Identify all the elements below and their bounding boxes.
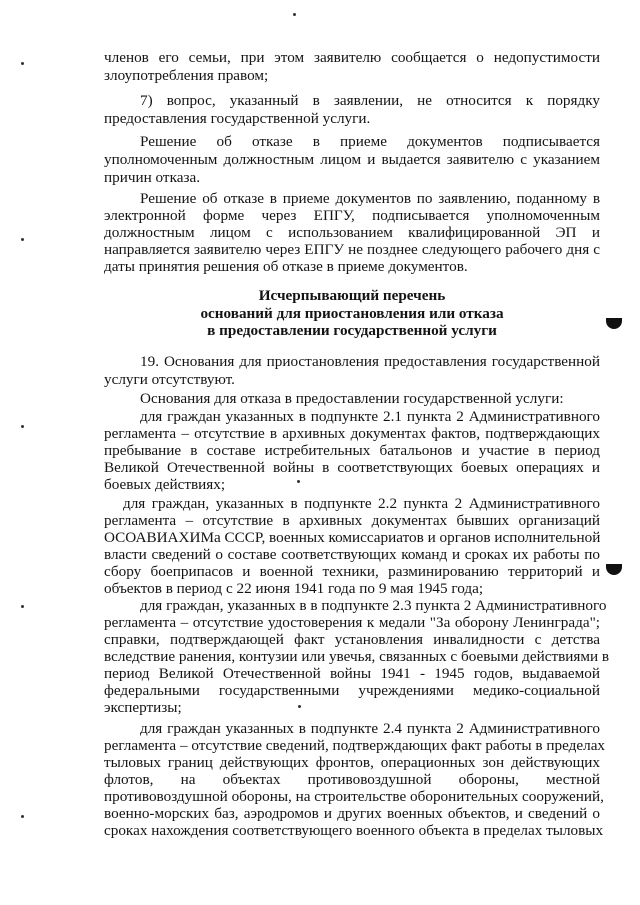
text-line: тыловых границ действующих фронтов, операционных зон действующих — [104, 754, 600, 771]
scan-speck — [21, 62, 24, 65]
text-line: 7) вопрос, указанный в заявлении, не относится к порядку — [140, 92, 600, 109]
text-line: услуги отсутствуют. — [104, 371, 235, 388]
text-line: регламента – отсутствие в архивных документах бывших организаций — [104, 512, 600, 529]
text-line: членов его семьи, при этом заявителю сообщается о недопустимости — [104, 49, 600, 66]
text-line: сбору боеприпасов и военной техники, разминированию территорий и — [104, 563, 600, 580]
text-line: Решение об отказе в приеме документов по заявлению, поданному в — [140, 190, 600, 207]
scan-speck — [21, 605, 24, 608]
section-heading-line: в предоставлении государственной услуги — [207, 322, 497, 339]
text-line: противовоздушной обороны, на строительстве оборонительных сооружений, — [104, 788, 604, 805]
text-line: должностным лицом с использованием квалифицированной ЭП и — [104, 224, 600, 241]
text-line: справки, подтверждающей факт установления инвалидности с детства — [104, 631, 600, 648]
text-line: боевых действиях; — [104, 476, 226, 493]
text-line: военно-морских баз, аэродромов и других военных объектов, и сведений о — [104, 805, 600, 822]
text-line: пребывание в составе истребительных батальонов и участие в период — [104, 442, 600, 459]
scan-speck — [298, 705, 301, 708]
text-line: регламента – отсутствие в архивных документах фактов, подтверждающих — [104, 425, 600, 442]
text-line: сроках нахождения соответствующего военного объекта в пределах тыловых — [104, 822, 604, 839]
text-line: для граждан указанных в подпункте 2.4 пункта 2 Административного — [140, 720, 600, 737]
text-line: направляется заявителю через ЕПГУ не позднее следующего рабочего дня с — [104, 241, 600, 258]
scan-speck — [21, 425, 24, 428]
text-line: для граждан, указанных в в подпункте 2.3 пункта 2 Административного — [140, 597, 607, 614]
text-line: даты принятия решения об отказе в приеме документов. — [104, 258, 468, 275]
text-line: Основания для отказа в предоставлении государственной услуги: — [140, 390, 564, 407]
text-line: уполномоченным должностным лицом и выдается заявителю с указанием — [104, 151, 600, 168]
section-heading-line: оснований для приостановления или отказа — [200, 305, 504, 322]
scan-speck — [297, 480, 300, 483]
text-line: для граждан указанных в подпункте 2.1 пункта 2 Административного — [140, 408, 600, 425]
text-line: для граждан, указанных в подпункте 2.2 пункта 2 Административного — [123, 495, 600, 512]
text-line: предоставления государственной услуги. — [104, 110, 371, 127]
binder-hole-mark — [606, 318, 622, 329]
scan-speck — [21, 815, 24, 818]
text-line: власти сведений о составе соответствующих команд и сроках их работы по — [104, 546, 600, 563]
text-line: регламента – отсутствие удостоверения к медали "За оборону Ленинграда"; — [104, 614, 600, 631]
text-line: объектов в период с 22 июня 1941 года по 9 мая 1945 года; — [104, 580, 484, 597]
text-line: Решение об отказе в приеме документов подписывается — [140, 133, 600, 150]
text-line: федеральными государственными учреждениями медико-социальной — [104, 682, 600, 699]
text-line: экспертизы; — [104, 699, 182, 716]
text-line: 19. Основания для приостановления предоставления государственной — [140, 353, 600, 370]
section-heading-line: Исчерпывающий перечень — [258, 287, 446, 304]
binder-hole-mark — [606, 564, 622, 575]
text-line: период Великой Отечественной войны 1941 - 1945 годов, выдаваемой — [104, 665, 600, 682]
text-line: вследствие ранения, контузии или увечья, связанных с боевыми действиями в — [104, 648, 610, 665]
text-line: злоупотребления правом; — [104, 67, 269, 84]
scan-speck — [21, 238, 24, 241]
text-line: Великой Отечественной войны в соответствующих боевых операциях и — [104, 459, 600, 476]
text-line: ОСОАВИАХИМа СССР, военных комиссариатов и органов исполнительной — [104, 529, 601, 546]
text-line: регламента – отсутствие сведений, подтверждающих факт работы в пределах — [104, 737, 606, 754]
text-line: электронной форме через ЕПГУ, подписывается уполномоченным — [104, 207, 600, 224]
scan-speck — [293, 13, 296, 16]
text-line: флотов, на объектах противовоздушной обороны, местной — [104, 771, 600, 788]
text-line: причин отказа. — [104, 169, 200, 186]
